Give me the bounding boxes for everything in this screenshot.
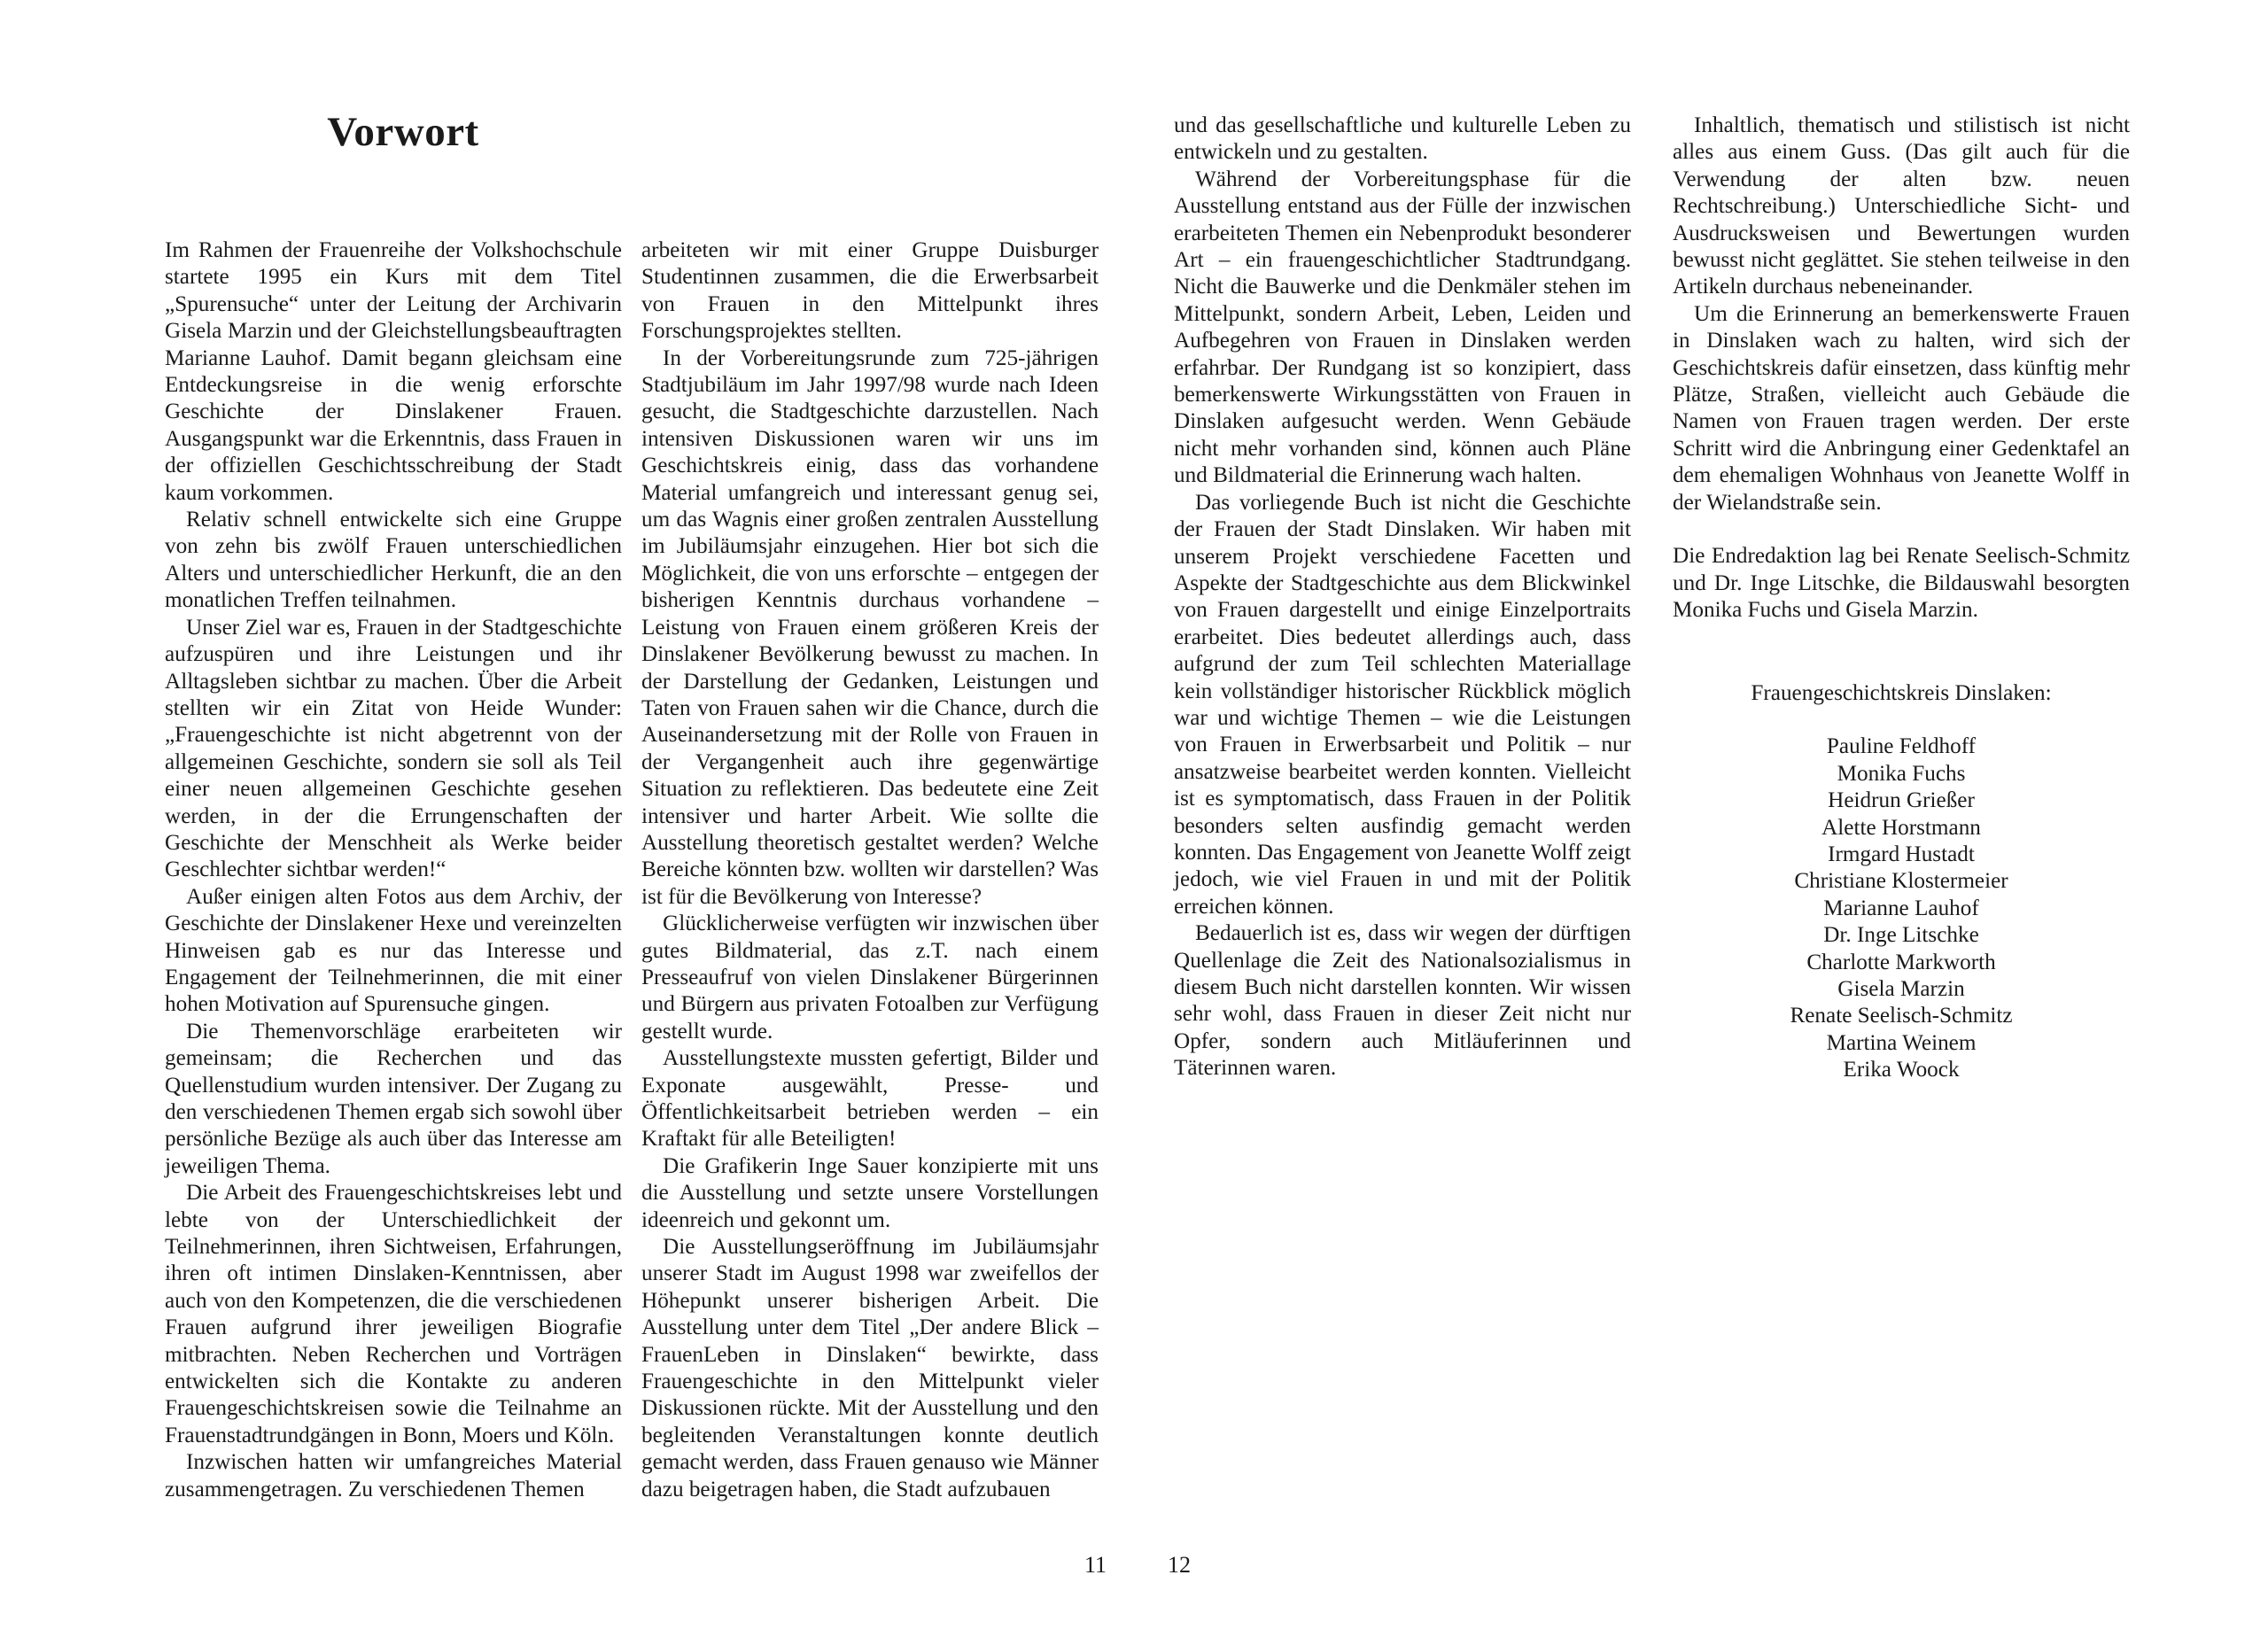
member-name: Martina Weinem xyxy=(1826,1030,1977,1055)
page-title: Vorwort xyxy=(327,109,479,155)
member-name: Marianne Lauhof xyxy=(1823,896,1979,920)
member-name: Monika Fuchs xyxy=(1837,761,1966,786)
left-page-column-1 xyxy=(165,237,622,1503)
paragraph: Unser Ziel war es, Frauen in der Stadtgeschichte aufzuspüren und ihre Leistungen und ihr Alltagsleben sichtbar zu machen. Über die Arbeit stellten wir ein Zitat von Heide Wunder: „Frauengeschichte ist nicht abgetrennt von der allgemeinen Geschichte, sondern sie soll als Teil einer neuen allgemeinen Geschichte gesehen werden, in der die Errungenschaften der Geschichte der Menschheit als Werke beider Geschlechter sichtbar werden!“ xyxy=(165,615,622,882)
member-name: Heidrun Grießer xyxy=(1828,788,1975,813)
paragraph: Inzwischen hatten wir umfangreiches Material zusammengetragen. Zu verschiedenen Themen xyxy=(165,1450,622,1501)
paragraph: Inhaltlich, thematisch und stilistisch ist nicht alles aus einem Guss. (Das gilt auch für die Verwendung der alten bzw. neuen Rechtschreibung.) Unterschiedliche Sicht- und Ausdrucksweisen und Bewertungen wurden bewusst nicht geglättet. Sie stehen teilweise in den Artikeln durchaus nebeneinander. xyxy=(1673,113,2130,299)
member-name: Christiane Klostermeier xyxy=(1794,869,2008,894)
paragraph: Ausstellungstexte mussten gefertigt, Bilder und Exponate ausgewählt, Presse- und Öffentlichkeitsarbeit betrieben werden – ein Kraftakt für alle Beteiligten! xyxy=(641,1046,1099,1152)
editorial-note: Die Endredaktion lag bei Renate Seelisch-Schmitz und Dr. Inge Litschke, die Bildauswahl besorgten Monika Fuchs und Gisela Marzin. xyxy=(1673,544,2130,622)
member-name: Gisela Marzin xyxy=(1837,977,1965,1002)
paragraph: Das vorliegende Buch ist nicht die Geschichte der Frauen der Stadt Dinslaken. Wir haben mit unserem Projekt verschiedene Facetten und Aspekte der Stadtgeschichte aus dem Blickwinkel von Frauen dargestellt und einige Einzelportraits erarbeitet. Dies bedeutet allerdings auch, dass aufgrund der zum Teil schlechten Materiallage kein vollständiger historischer Rückblick möglich war und wichtige Themen – wie die Leistungen von Frauen in Erwerbsarbeit und Politik – nur ansatzweise bearbeitet werden konnten. Vielleicht ist es symptomatisch, dass Frauen in der Politik besonders selten ausfindig gemacht werden konnten. Das Engagement von Jeanette Wolff zeigt jedoch, wie viel Frauen in und mit der Politik erreichen können. xyxy=(1174,490,1631,919)
paragraph: Die Grafikerin Inge Sauer konzipierte mit uns die Ausstellung und setzte unsere Vorstellungen ideenreich und gekonnt um. xyxy=(641,1153,1099,1232)
right-page-column-1 xyxy=(1174,112,1631,1082)
credits-heading: Frauengeschichtskreis Dinslaken: xyxy=(1751,681,2052,705)
paragraph: Glücklicherweise verfügten wir inzwischen über gutes Bildmaterial, das z.T. nach einem Presseaufruf von vielen Dinslakener Bürgerinnen und Bürgern aus privaten Fotoalben zur Verfügung gestellt wurde. xyxy=(641,912,1099,1043)
paragraph: Bedauerlich ist es, dass wir wegen der dürftigen Quellenlage die Zeit des Nationalsozialismus in diesem Buch nicht darstellen konnten. Wir wissen sehr wohl, dass Frauen in dieser Zeit nicht nur Opfer, sondern auch Mitläuferinnen und Täterinnen waren. xyxy=(1174,921,1631,1081)
paragraph: Die Themenvorschläge erarbeiteten wir gemeinsam; die Recherchen und das Quellenstudium wurden intensiver. Der Zugang zu den verschiedenen Themen ergab sich sowohl über persönliche Bezüge als auch über das Interesse am jeweiligen Thema. xyxy=(165,1019,622,1178)
member-name: Charlotte Markworth xyxy=(1806,950,1996,974)
paragraph: Im Rahmen der Frauenreihe der Volkshochschule startete 1995 ein Kurs mit dem Titel „Spurensuche“ unter der Leitung der Archivarin Gisela Marzin und der Gleichstellungsbeauftragten Marianne Lauhof. Damit begann gleichsam eine Entdeckungsreise in die wenig erforschte Geschichte der Dinslakener Frauen. Ausgangspunkt war die Erkenntnis, dass Frauen in der offiziellen Geschichtsschreibung der Stadt kaum vorkommen. xyxy=(165,238,622,505)
paragraph: Die Arbeit des Frauengeschichtskreises lebt und lebte von der Unterschiedlichkeit der Teilnehmerinnen, ihren Sichtweisen, Erfahrungen, ihren oft intimen Dinslaken-Kenntnissen, aber auch von den Kompetenzen, die die verschiedenen Frauen aufgrund ihrer jeweiligen Biografie mitbrachten. Neben Recherchen und Vorträgen entwickelten sich die Kontakte zu anderen Frauengeschichtskreisen sowie die Teilnahme an Frauenstadtrundgängen in Bonn, Moers und Köln. xyxy=(165,1181,622,1447)
member-list xyxy=(1673,733,2130,1083)
paragraph: Relativ schnell entwickelte sich eine Gruppe von zehn bis zwölf Frauen unterschiedlichen Alters und unterschiedlicher Herkunft, die an den monatlichen Treffen teilnahmen. xyxy=(165,508,622,613)
member-name: Pauline Feldhoff xyxy=(1826,734,1977,759)
paragraph: Während der Vorbereitungsphase für die Ausstellung entstand aus der Fülle der inzwischen erarbeiteten Themen ein Nebenprodukt besonderer Art – ein frauengeschichtlicher Stadtrundgang. Nicht die Bauwerke und die Denkmäler stehen im Mittelpunkt, sondern Arbeit, Leben, Leiden und Aufbegehren von Frauen in Dinslaken werden erfahrbar. Der Rundgang ist so konzipiert, dass bemerkenswerte Wirkungsstätten von Frauen in Dinslaken aufgesucht werden. Wenn Gebäude nicht mehr vorhanden sind, können auch Pläne und Bildmaterial die Erinnerung wach halten. xyxy=(1174,167,1631,488)
member-name: Renate Seelisch-Schmitz xyxy=(1790,1004,2013,1028)
member-name: Dr. Inge Litschke xyxy=(1823,923,1979,948)
paragraph: In der Vorbereitungsrunde zum 725-jährigen Stadtjubiläum im Jahr 1997/98 wurde nach Ideen gesucht, die Stadtgeschichte darzustellen. Nach intensiven Diskussionen waren wir uns im Geschichtskreis einig, dass das vorhandene Material umfangreich und interessant genug sei, um das Wagnis einer großen zentralen Ausstellung im Jubiläumsjahr einzugehen. Hier bot sich die Möglichkeit, die von uns erforschte – entgegen der bisherigen Kenntnis durchaus vorhandene – Leistung von Frauen einem größeren Kreis der Dinslakener Bevölkerung bewusst zu machen. In der Darstellung der Gedanken, Leistungen und Taten von Frauen sahen wir die Chance, durch die Auseinandersetzung mit der Rolle von Frauen in der Vergangenheit auch ihre gegenwärtige Situation zu reflektieren. Das bedeutete eine Zeit intensiver und harter Arbeit. Wie sollte die Ausstellung theoretisch gestaltet werden? Welche Bereiche könnten bzw. wollten wir darstellen? Was ist für die Bevölkerung von Interesse? xyxy=(641,345,1099,909)
credits-block xyxy=(1673,680,2130,1084)
right-page-column-2 xyxy=(1673,112,2130,624)
paragraph: Außer einigen alten Fotos aus dem Archiv, der Geschichte der Dinslakener Hexe und vereinzelten Hinweisen gab es nur das Interesse und Engagement der Teilnehmerinnen, die mit einer hohen Motivation auf Spurensuche gingen. xyxy=(165,884,622,1017)
member-name: Irmgard Hustadt xyxy=(1828,842,1975,867)
page-number-right: 12 xyxy=(1168,1552,1191,1578)
paragraph: arbeiteten wir mit einer Gruppe Duisburger Studentinnen zusammen, die die Erwerbsarbeit von Frauen in den Mittelpunkt ihres Forschungsprojektes stellten. xyxy=(641,238,1099,344)
left-page-column-2 xyxy=(641,237,1099,1503)
member-name: Erika Woock xyxy=(1843,1058,1960,1082)
paragraph: und das gesellschaftliche und kulturelle Leben zu entwickeln und zu gestalten. xyxy=(1174,113,1631,165)
paragraph: Um die Erinnerung an bemerkenswerte Frauen in Dinslaken wach zu halten, wird sich der Geschichtskreis dafür einsetzen, dass künftig mehr Plätze, Straßen, vielleicht auch Gebäude die Namen von Frauen tragen werden. Der erste Schritt wird die Anbringung einer Gedenktafel an dem ehemaligen Wohnhaus von Jeanette Wolff in der Wielandstraße sein. xyxy=(1673,301,2130,515)
page-number-left: 11 xyxy=(1084,1552,1107,1578)
member-name: Alette Horstmann xyxy=(1821,815,1981,840)
paragraph: Die Ausstellungseröffnung im Jubiläumsjahr unserer Stadt im August 1998 war zweifellos der Höhepunkt unserer bisherigen Arbeit. Die Ausstellung unter dem Titel „Der andere Blick – FrauenLeben in Dinslaken“ bewirkte, dass Frauengeschichte in den Mittelpunkt vieler Diskussionen rückte. Mit der Ausstellung und den begleitenden Veranstaltungen konnte deutlich gemacht werden, dass Frauen genauso wie Männer dazu beigetragen haben, die Stadt aufzubauen xyxy=(641,1235,1099,1501)
